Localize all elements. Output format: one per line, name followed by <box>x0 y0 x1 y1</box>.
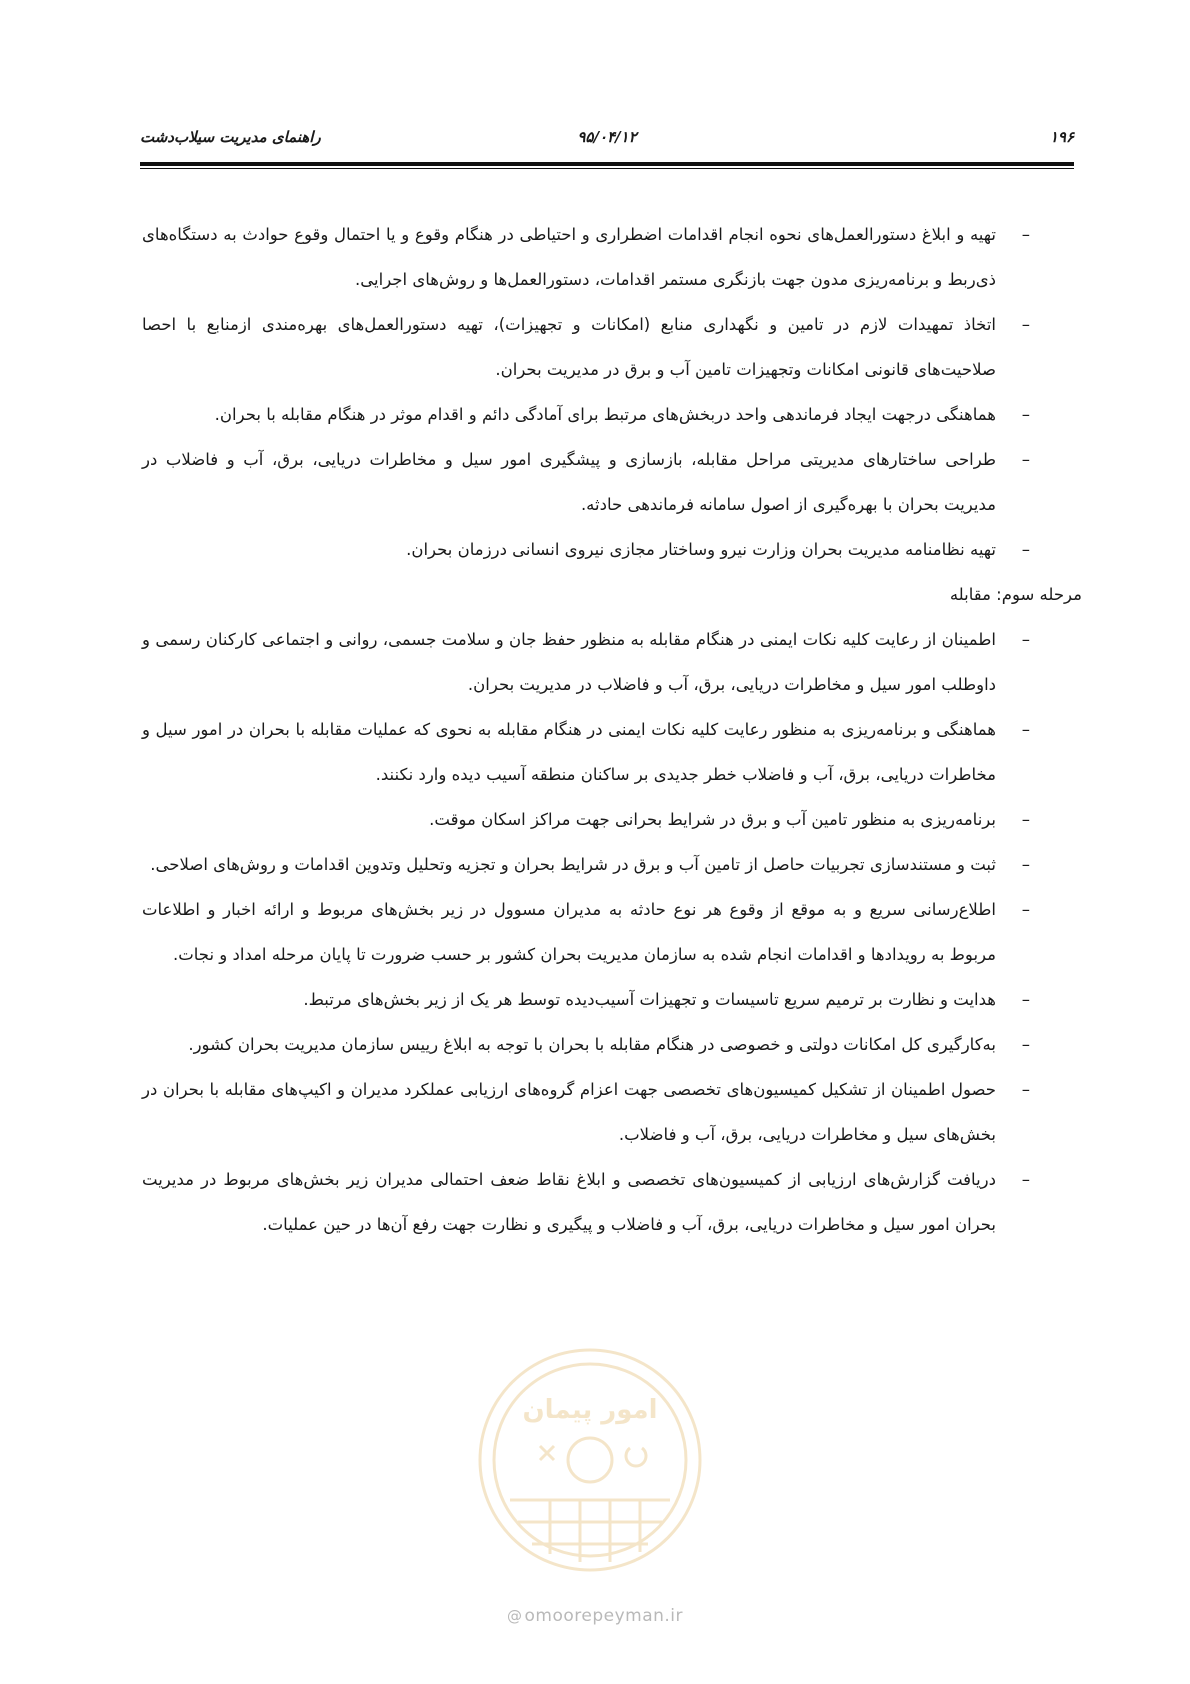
page-header <box>140 128 1074 154</box>
list-item: – ثبت و مستندسازی تجربیات حاصل از تامین آب و برق در شرایط بحران و تجزیه وتحلیل وتدوین اقدامات و روش‌های اصلاحی. <box>142 842 1050 887</box>
header-rule-thick <box>140 162 1074 166</box>
header-rule-thin <box>140 168 1074 169</box>
watermark-logo <box>470 1340 710 1580</box>
list-item: – هدایت و نظارت بر ترمیم سریع تاسیسات و تجهیزات آسیب‌دیده توسط هر یک از زیر بخش‌های مرتبط. <box>142 977 1050 1022</box>
list-item: – تهیه و ابلاغ دستورالعمل‌های نحوه انجام اقدامات اضطراری و احتیاطی در هنگام وقوع و یا احتمال وقوع حوادث به دستگاه‌های ذی‌ربط و برنامه‌ریزی مدون جهت بازنگری مستمر اقدامات، دستورالعمل‌ها و روش‌های اجرایی. <box>142 212 1050 302</box>
list-item: – به‌کارگیری کل امکانات دولتی و خصوصی در هنگام مقابله با بحران با توجه به ابلاغ رییس سازمان مدیریت بحران کشور. <box>142 1022 1050 1067</box>
list-item: – اطلاع‌رسانی سریع و به موقع از وقوع هر نوع حادثه به مدیران مسوول در زیر بخش‌های مربوط و ارائه اخبار و اطلاعات مربوط به رویدادها و اقدامات انجام شده به سازمان مدیریت بحران کشور بر حسب ضرورت تا پایان مرحله امداد و نجات. <box>142 887 1050 977</box>
header-title: راهنمای مدیریت سیلاب‌دشت <box>140 128 321 146</box>
bullet-list-preparedness <box>142 212 1050 572</box>
document-body <box>142 212 1082 1247</box>
section-heading: مرحله سوم: مقابله <box>949 585 1082 604</box>
watermark-logo-text: امور پیمان <box>522 1395 658 1425</box>
list-item: – برنامه‌ریزی به منظور تامین آب و برق در شرایط بحرانی جهت مراکز اسکان موقت. <box>142 797 1050 842</box>
header-date: ۹۵/۰۴/۱۲ <box>577 128 637 146</box>
at-icon: @ <box>506 1607 523 1625</box>
page-number: ۱۹۶ <box>1049 128 1074 146</box>
list-item: – حصول اطمینان از تشکیل کمیسیون‌های تخصصی جهت اعزام گروه‌های ارزیابی عملکرد مدیران و اکیپ‌های مقابله با بحران در بخش‌های سیل و مخاطرات دریایی، برق، آب و فاضلاب. <box>142 1067 1050 1157</box>
list-item: – اطمینان از رعایت کلیه نکات ایمنی در هنگام مقابله به منظور حفظ جان و سلامت جسمی، روانی و اجتماعی کارکنان رسمی و داوطلب امور سیل و مخاطرات دریایی، برق، آب و فاضلاب در مدیریت بحران. <box>142 617 1050 707</box>
watermark-url-text: omoorepeyman.ir <box>524 1606 684 1626</box>
list-item: – اتخاذ تمهیدات لازم در تامین و نگهداری منابع (امکانات و تجهیزات)، تهیه دستورالعمل‌های بهره‌مندی ازمنابع با احصا صلاحیت‌های قانونی امکانات وتجهیزات تامین آب و برق در مدیریت بحران. <box>142 302 1050 392</box>
list-item: – تهیه نظامنامه مدیریت بحران وزارت نیرو وساختار مجازی نیروی انسانی درزمان بحران. <box>142 527 1050 572</box>
list-item: – دریافت گزارش‌های ارزیابی از کمیسیون‌های تخصصی و ابلاغ نقاط ضعف احتمالی مدیران زیر بخش‌های مربوط در مدیریت بحران امور سیل و مخاطرات دریایی، برق، آب و فاضلاب و پیگیری و نظارت جهت رفع آن‌ها در حین عملیات. <box>142 1157 1050 1247</box>
bullet-list-response <box>142 617 1050 1247</box>
list-item: – طراحی ساختارهای مدیریتی مراحل مقابله، بازسازی و پیشگیری امور سیل و مخاطرات دریایی، برق، آب و فاضلاب در مدیریت بحران با بهره‌گیری از اصول سامانه فرماندهی حادثه. <box>142 437 1050 527</box>
list-item: – هماهنگی و برنامه‌ریزی به منظور رعایت کلیه نکات ایمنی در هنگام مقابله به نحوی که عملیات مقابله با بحران در امور سیل و مخاطرات دریایی، برق، آب و فاضلاب خطر جدیدی بر ساکنان منطقه آسیب دیده وارد نکنند. <box>142 707 1050 797</box>
list-item: – هماهنگی درجهت ایجاد فرماندهی واحد دربخش‌های مرتبط برای آمادگی دائم و اقدام موثر در هنگام مقابله با بحران. <box>142 392 1050 437</box>
watermark-url <box>0 1606 1190 1626</box>
